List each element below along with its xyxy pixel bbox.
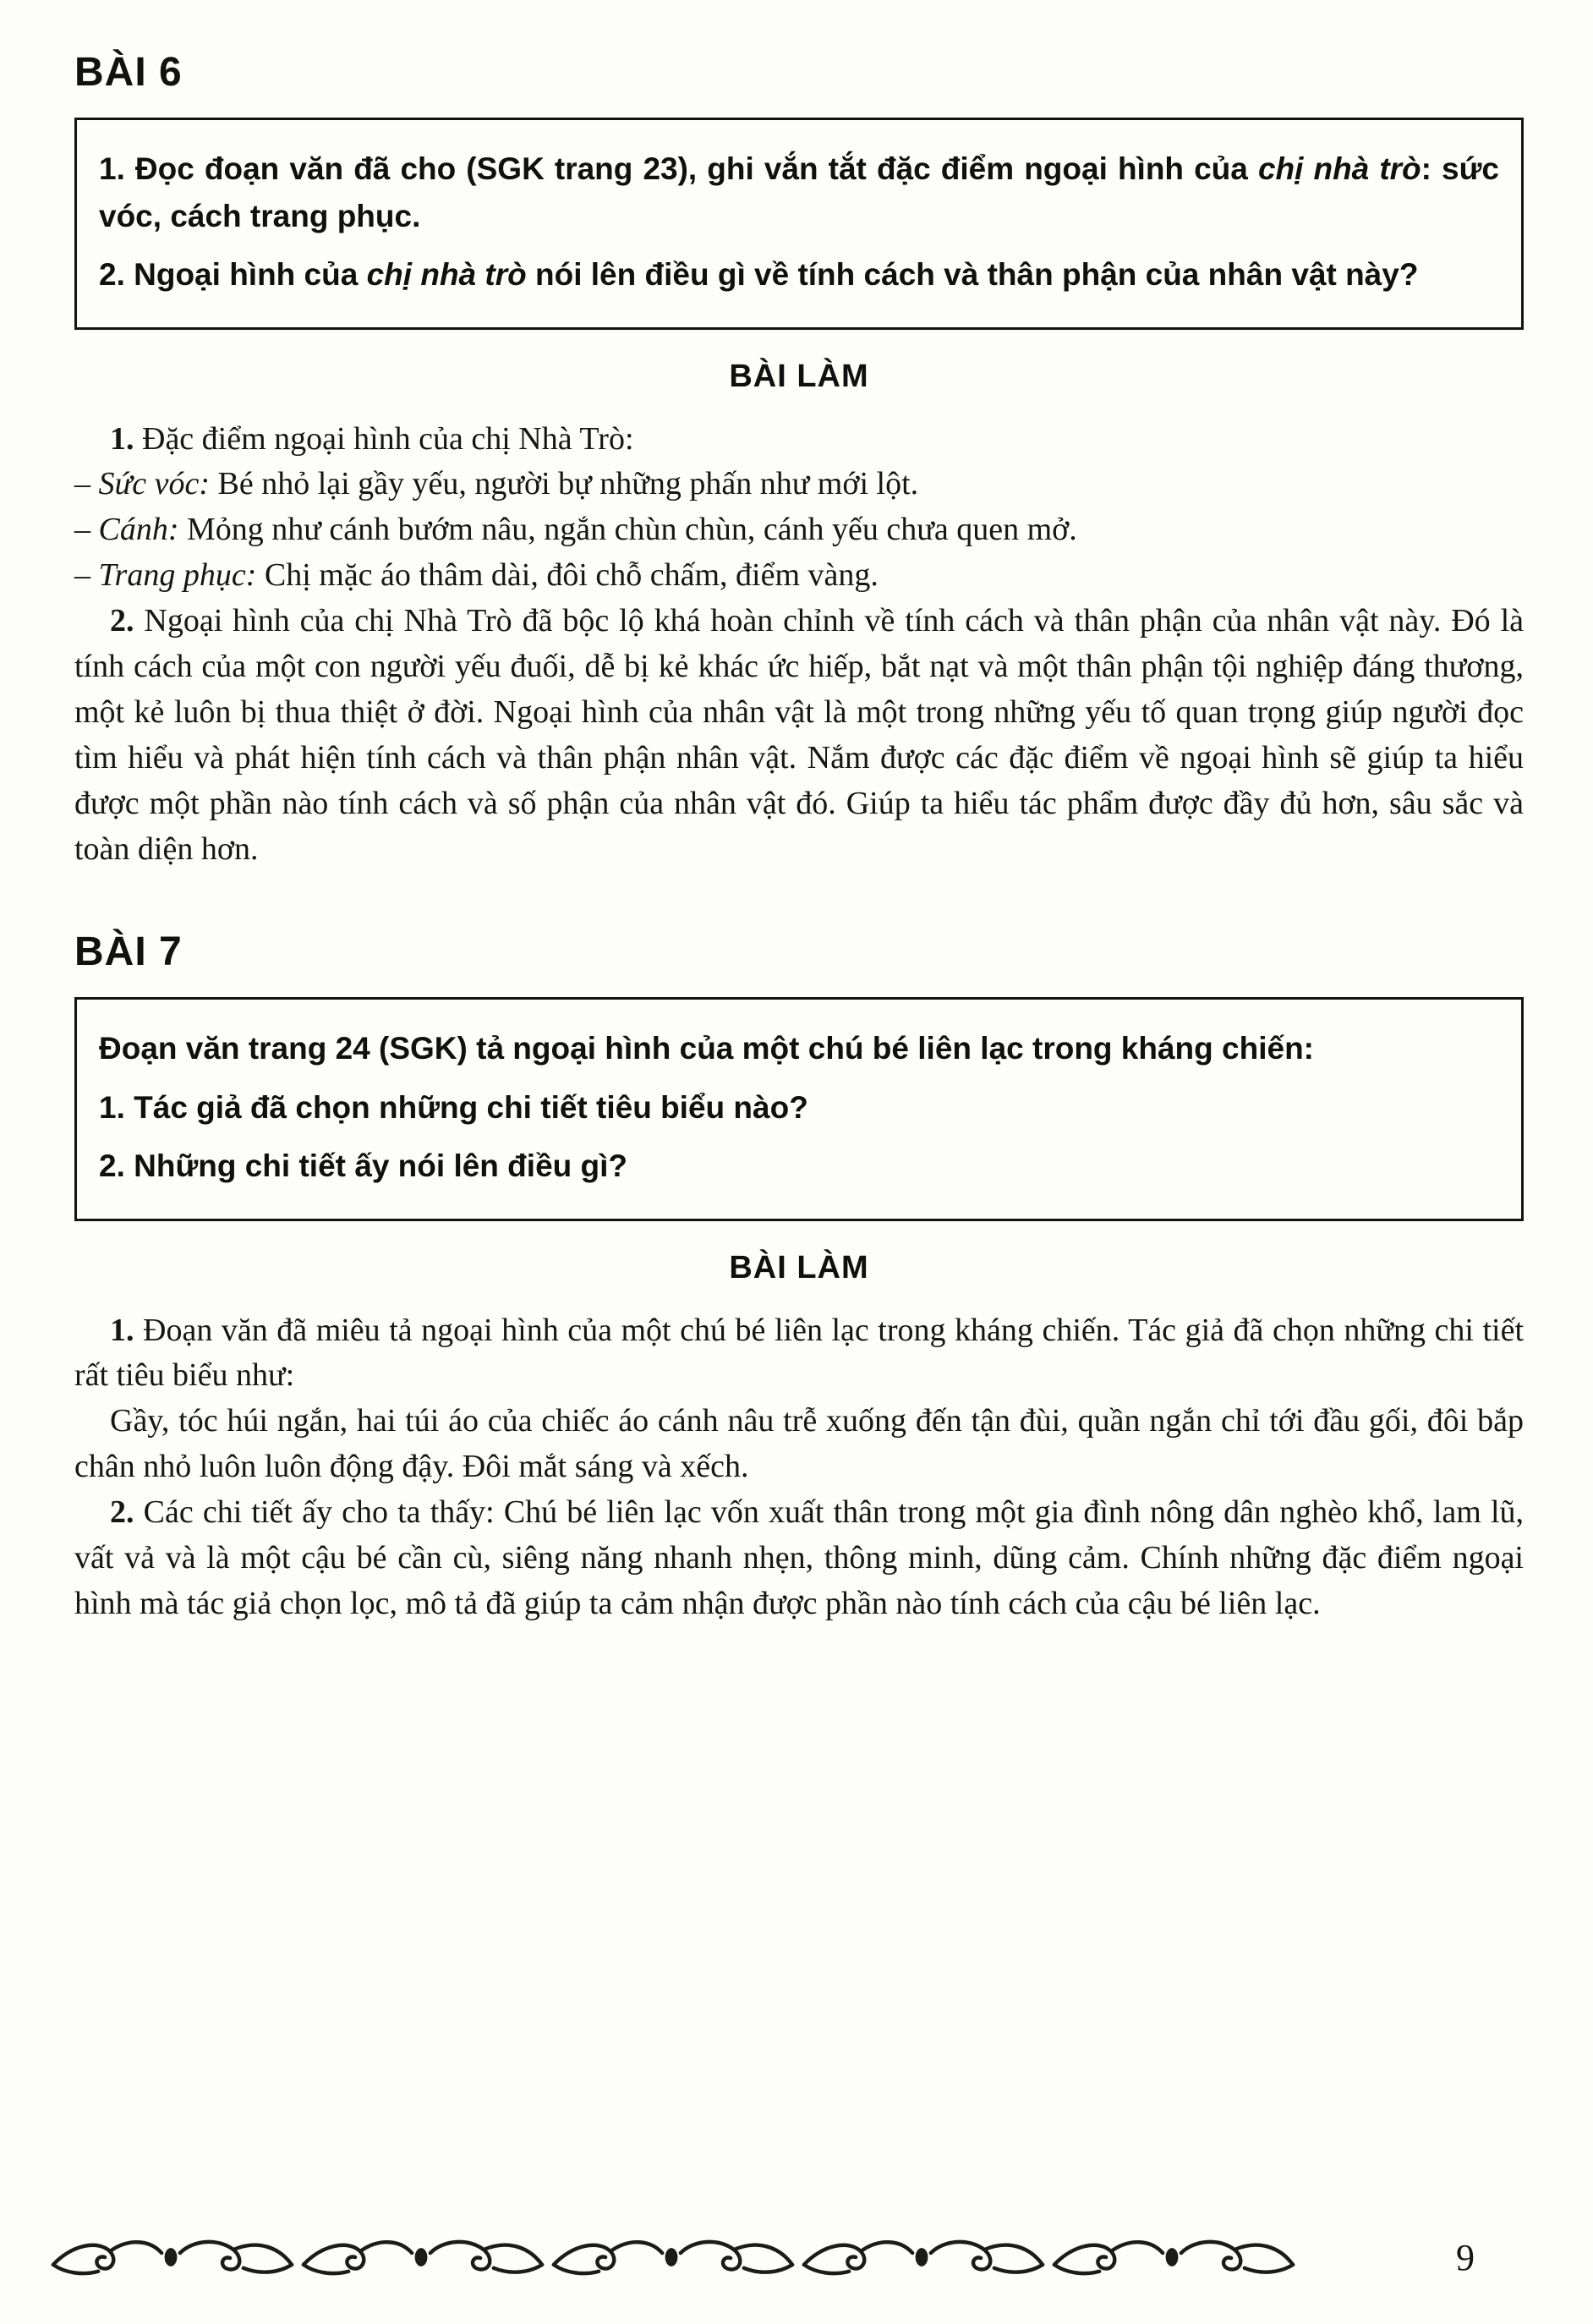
page-number: 9 <box>1456 2236 1475 2278</box>
bai7-question-2: 2. Những chi tiết ấy nói lên điều gì? <box>99 1148 628 1184</box>
bai7-question-intro: Đoạn văn trang 24 (SGK) tả ngoại hình của một chú bé liên lạc trong kháng chiến: <box>99 1031 1315 1066</box>
bai7-question-box <box>74 997 1524 1221</box>
bai6-answer-paragraph-2: – Sức vóc: Bé nhỏ lại gầy yếu, người bự những phấn như mới lột. <box>74 466 919 502</box>
bai6-answer-paragraph-3: – Cánh: Mỏng như cánh bướm nâu, ngắn chùn chùn, cánh yếu chưa quen mở. <box>74 512 1077 548</box>
scrollwork-border-icon <box>47 2234 1298 2280</box>
bai6-answer-paragraph-5: 2. Ngoại hình của chị Nhà Trò đã bộc lộ khá hoàn chỉnh về tính cách và thân phận của nhân vật này. Đó là tính cách của một con người yếu đuối, dễ bị kẻ khác ức hiếp, bắt nạt và một thân phận tội nghiệp đáng thương, một kẻ luôn bị thua thiệt ở đời. Ngoại hình của nhân vật là một trong những yếu tố quan trọng giúp người đọc tìm hiểu và phát hiện tính cách và thân phận nhân vật. Nắm được các đặc điểm về ngoại hình sẽ giúp ta hiểu được một phần nào tính cách và số phận của nhân vật đó. Giúp ta hiểu tác phẩm được đầy đủ hơn, sâu sắc và toàn diện hơn. <box>74 603 1524 868</box>
section-title-bai6: BÀI 6 <box>74 50 183 95</box>
section-title-bai7: BÀI 7 <box>74 929 183 975</box>
bai7-bailam-heading: BÀI LÀM <box>729 1249 869 1285</box>
bai6-bailam-heading: BÀI LÀM <box>729 358 869 394</box>
bai7-answer-paragraph-1: 1. Đoạn văn đã miêu tả ngoại hình của một chú bé liên lạc trong kháng chiến. Tác giả đã chọn những chi tiết rất tiêu biểu như: <box>74 1312 1524 1394</box>
bai6-question-1: 1. Đọc đoạn văn đã cho (SGK trang 23), ghi vắn tắt đặc điểm ngoại hình của chị nhà trò: sức vóc, cách trang phục. <box>99 151 1499 233</box>
bai7-answer-paragraph-2: Gầy, tóc húi ngắn, hai túi áo của chiếc áo cánh nâu trễ xuống đến tận đùi, quần ngắn chỉ tới đầu gối, đôi bắp chân nhỏ luôn luôn động đậy. Đôi mắt sáng và xếch. <box>74 1403 1524 1485</box>
page-footer <box>47 2234 1475 2280</box>
bai6-answer-paragraph-4: – Trang phục: Chị mặc áo thâm dài, đôi chỗ chấm, điểm vàng. <box>74 557 879 594</box>
bai7-question-1: 1. Tác giả đã chọn những chi tiết tiêu biểu nào? <box>99 1089 808 1125</box>
bai7-answer-paragraph-3: 2. Các chi tiết ấy cho ta thấy: Chú bé liên lạc vốn xuất thân trong một gia đình nông dân nghèo khổ, lam lũ, vất vả và là một cậu bé cần cù, siêng năng nhanh nhẹn, thông minh, dũng cảm. Chính những đặc điểm ngoại hình mà tác giả chọn lọc, mô tả đã giúp ta cảm nhận được phần nào tính cách của cậu bé liên lạc. <box>74 1494 1524 1622</box>
bai6-answer-paragraph-1: 1. Đặc điểm ngoại hình của chị Nhà Trò: <box>110 420 634 457</box>
bai6-question-2: 2. Ngoại hình của chị nhà trò nói lên điều gì về tính cách và thân phận của nhân vật này? <box>99 257 1419 292</box>
bai6-question-box <box>74 118 1524 330</box>
